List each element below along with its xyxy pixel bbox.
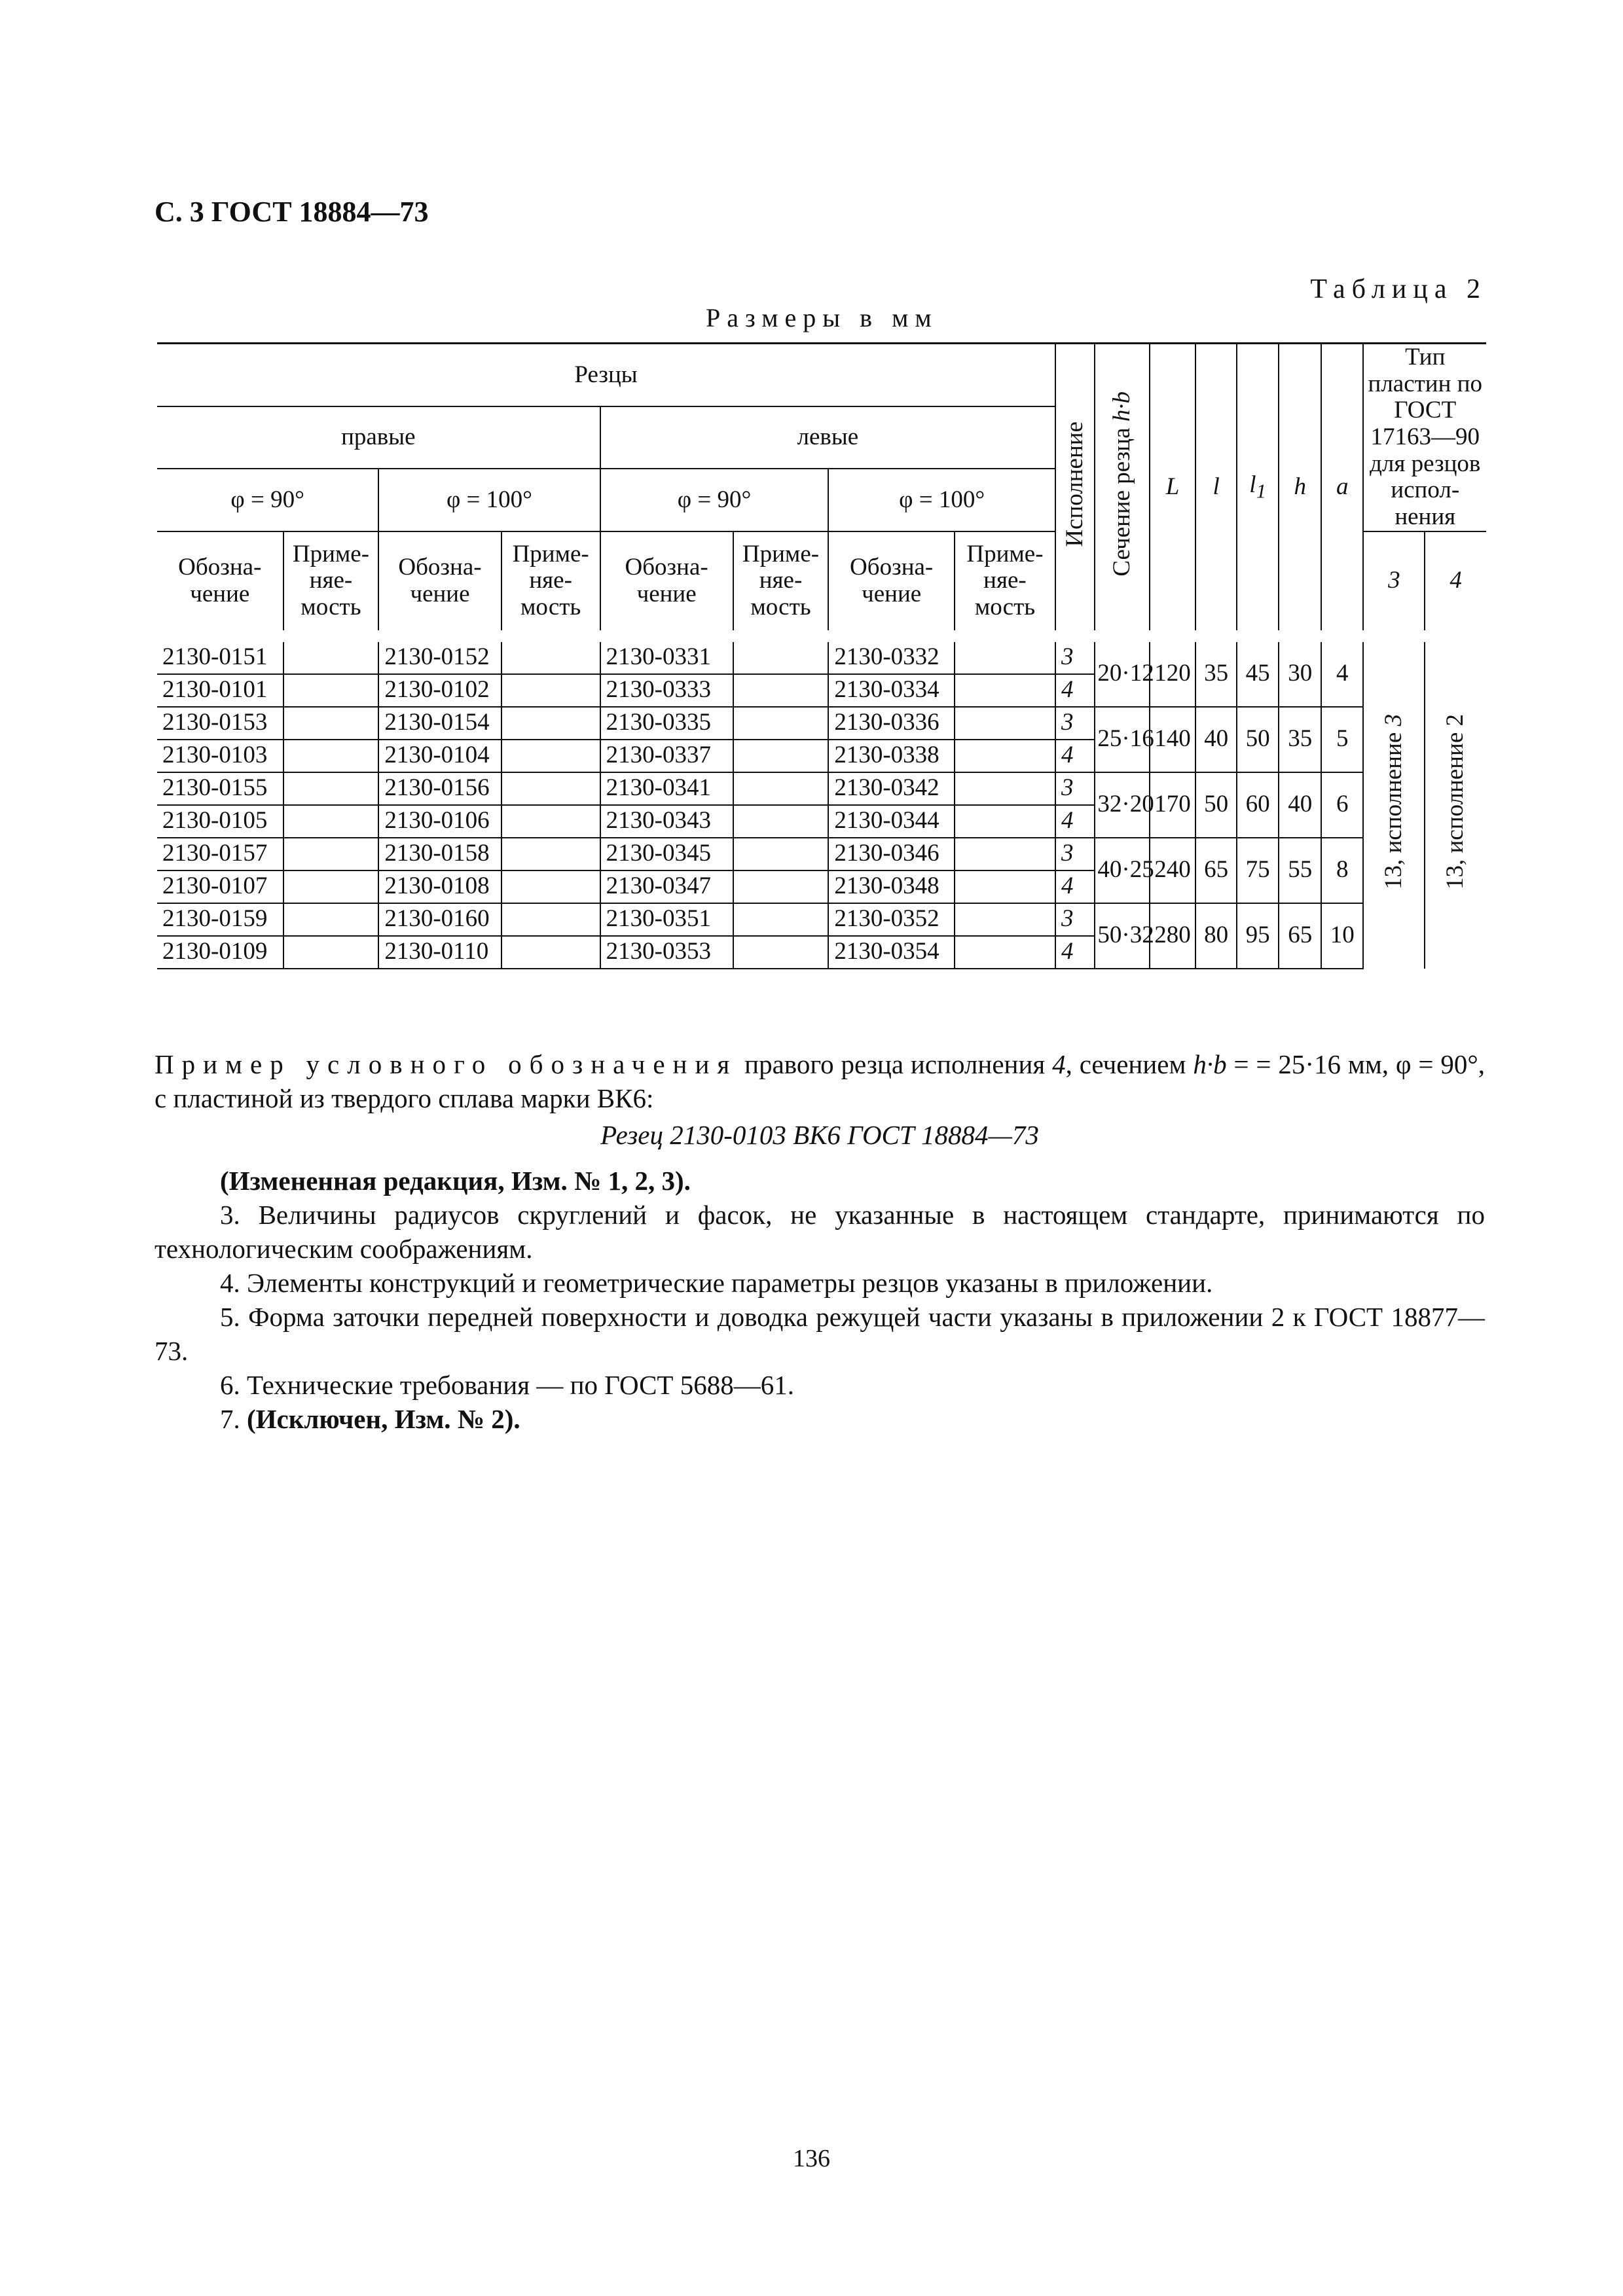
header-exec-3: 3 xyxy=(1363,531,1425,636)
header-designation: Обозна-чение xyxy=(378,531,501,636)
l-cell: 50 xyxy=(1195,772,1236,838)
left-phi100-designation: 2130-0346 xyxy=(828,838,955,870)
execution-cell: 4 xyxy=(1055,805,1095,838)
right-phi90-designation: 2130-0105 xyxy=(157,805,283,838)
l1-cell: 45 xyxy=(1237,636,1279,707)
section-cell: 32·20 xyxy=(1095,772,1149,838)
left-phi90-applicability xyxy=(733,772,829,805)
left-phi100-designation: 2130-0348 xyxy=(828,870,955,903)
l-cell: 40 xyxy=(1195,707,1236,772)
execution-cell: 3 xyxy=(1055,838,1095,870)
a-cell: 8 xyxy=(1321,838,1364,903)
execution-cell: 4 xyxy=(1055,740,1095,772)
right-phi90-designation: 2130-0103 xyxy=(157,740,283,772)
right-phi90-applicability xyxy=(283,903,379,936)
header-execution: Исполнение xyxy=(1055,344,1095,636)
note-7: 7. (Исключен, Изм. № 2). xyxy=(220,1404,520,1434)
a-cell: 6 xyxy=(1321,772,1364,838)
left-phi90-applicability xyxy=(733,707,829,740)
l1-cell: 95 xyxy=(1237,903,1279,969)
left-phi90-applicability xyxy=(733,903,829,936)
a-cell: 4 xyxy=(1321,636,1364,707)
l-cell: 65 xyxy=(1195,838,1236,903)
section-cell: 20·12 xyxy=(1095,636,1149,707)
header-cutters: Резцы xyxy=(157,344,1055,406)
l1-cell: 75 xyxy=(1237,838,1279,903)
plate-type-exec-4: 13, исполнение 2 xyxy=(1425,636,1486,969)
right-phi100-designation: 2130-0108 xyxy=(378,870,501,903)
left-phi100-designation: 2130-0342 xyxy=(828,772,955,805)
header-right-phi100: φ = 100° xyxy=(378,469,600,531)
right-phi90-applicability xyxy=(283,674,379,707)
header-designation: Обозна-чение xyxy=(828,531,955,636)
header-exec-4: 4 xyxy=(1425,531,1486,636)
note-5: 5. Форма заточки передней поверхности и доводка режущей части указаны в приложении 2 к ГОСТ 18877—73. xyxy=(155,1302,1485,1366)
left-phi100-applicability xyxy=(955,805,1055,838)
notes xyxy=(155,1164,1485,1436)
right-phi90-applicability xyxy=(283,636,379,674)
right-phi100-designation: 2130-0152 xyxy=(378,636,501,674)
a-cell: 5 xyxy=(1321,707,1364,772)
header-left: левые xyxy=(600,406,1055,469)
left-phi90-designation: 2130-0337 xyxy=(600,740,733,772)
header-left-phi90: φ = 90° xyxy=(600,469,829,531)
header-left-phi100: φ = 100° xyxy=(828,469,1055,531)
right-phi100-applicability xyxy=(501,870,600,903)
left-phi90-designation: 2130-0335 xyxy=(600,707,733,740)
right-phi100-designation: 2130-0158 xyxy=(378,838,501,870)
left-phi90-designation: 2130-0341 xyxy=(600,772,733,805)
right-phi90-designation: 2130-0101 xyxy=(157,674,283,707)
left-phi100-applicability xyxy=(955,674,1055,707)
section-cell: 40·25 xyxy=(1095,838,1149,903)
l-cell: 35 xyxy=(1195,636,1236,707)
a-cell: 10 xyxy=(1321,903,1364,969)
left-phi100-applicability xyxy=(955,903,1055,936)
header-applicability: Приме-няе-мость xyxy=(283,531,379,636)
right-phi90-applicability xyxy=(283,707,379,740)
left-phi100-designation: 2130-0338 xyxy=(828,740,955,772)
left-phi90-applicability xyxy=(733,870,829,903)
section-cell: 50·32 xyxy=(1095,903,1149,969)
left-phi90-applicability xyxy=(733,936,829,969)
right-phi90-applicability xyxy=(283,838,379,870)
execution-cell: 3 xyxy=(1055,707,1095,740)
left-phi90-designation: 2130-0345 xyxy=(600,838,733,870)
left-phi90-applicability xyxy=(733,805,829,838)
L-cell: 240 xyxy=(1150,838,1196,903)
right-phi100-designation: 2130-0106 xyxy=(378,805,501,838)
h-cell: 40 xyxy=(1279,772,1321,838)
table-body xyxy=(157,636,1486,969)
l-cell: 80 xyxy=(1195,903,1236,969)
right-phi100-designation: 2130-0156 xyxy=(378,772,501,805)
right-phi100-applicability xyxy=(501,838,600,870)
execution-cell: 3 xyxy=(1055,636,1095,674)
l1-cell: 50 xyxy=(1237,707,1279,772)
left-phi100-applicability xyxy=(955,838,1055,870)
L-cell: 120 xyxy=(1150,636,1196,707)
right-phi100-applicability xyxy=(501,636,600,674)
right-phi100-applicability xyxy=(501,805,600,838)
left-phi100-designation: 2130-0344 xyxy=(828,805,955,838)
left-phi100-designation: 2130-0332 xyxy=(828,636,955,674)
example-designation-line: Резец 2130-0103 ВК6 ГОСТ 18884—73 xyxy=(600,1120,1039,1150)
header-a: a xyxy=(1321,344,1364,636)
page-header: С. 3 ГОСТ 18884—73 xyxy=(155,196,429,228)
table-row xyxy=(157,636,1486,674)
header-applicability: Приме-няе-мость xyxy=(955,531,1055,636)
right-phi90-designation: 2130-0157 xyxy=(157,838,283,870)
right-phi100-applicability xyxy=(501,740,600,772)
h-cell: 35 xyxy=(1279,707,1321,772)
header-plate-type: Тип пластин по ГОСТ 17163—90 для резцов испол-нения xyxy=(1363,344,1486,531)
left-phi90-designation: 2130-0347 xyxy=(600,870,733,903)
header-applicability: Приме-няе-мость xyxy=(501,531,600,636)
header-L: L xyxy=(1150,344,1196,636)
left-phi100-designation: 2130-0352 xyxy=(828,903,955,936)
plate-type-exec-3: 13, исполнение 3 xyxy=(1363,636,1425,969)
note-edition: (Измененная редакция, Изм. № 1, 2, 3). xyxy=(220,1166,691,1196)
h-cell: 65 xyxy=(1279,903,1321,969)
left-phi90-designation: 2130-0353 xyxy=(600,936,733,969)
left-phi100-designation: 2130-0336 xyxy=(828,707,955,740)
right-phi100-applicability xyxy=(501,772,600,805)
right-phi100-applicability xyxy=(501,707,600,740)
L-cell: 140 xyxy=(1150,707,1196,772)
left-phi100-applicability xyxy=(955,936,1055,969)
right-phi100-applicability xyxy=(501,674,600,707)
right-phi100-applicability xyxy=(501,903,600,936)
right-phi90-designation: 2130-0153 xyxy=(157,707,283,740)
left-phi90-applicability xyxy=(733,674,829,707)
cutters-table xyxy=(157,342,1486,969)
header-l: l xyxy=(1195,344,1236,636)
l1-cell: 60 xyxy=(1237,772,1279,838)
table-row xyxy=(157,903,1486,936)
execution-cell: 4 xyxy=(1055,870,1095,903)
table-row xyxy=(157,838,1486,870)
right-phi100-designation: 2130-0160 xyxy=(378,903,501,936)
header-designation: Обозна-чение xyxy=(600,531,733,636)
table-row xyxy=(157,707,1486,740)
left-phi100-designation: 2130-0354 xyxy=(828,936,955,969)
header-section: Сечение резца h·b xyxy=(1095,344,1149,636)
example-heading: Пример условного обозначения xyxy=(155,1049,738,1079)
table-row xyxy=(157,772,1486,805)
left-phi100-applicability xyxy=(955,636,1055,674)
header-l1: $l_1$ xyxy=(1237,344,1279,636)
note-4: 4. Элементы конструкций и геометрические параметры резцов указаны в приложении. xyxy=(220,1268,1213,1298)
left-phi100-applicability xyxy=(955,772,1055,805)
header-designation: Обозна-чение xyxy=(157,531,283,636)
left-phi90-designation: 2130-0331 xyxy=(600,636,733,674)
execution-cell: 3 xyxy=(1055,772,1095,805)
right-phi90-designation: 2130-0155 xyxy=(157,772,283,805)
right-phi90-designation: 2130-0159 xyxy=(157,903,283,936)
right-phi100-designation: 2130-0154 xyxy=(378,707,501,740)
left-phi100-applicability xyxy=(955,707,1055,740)
header-right: правые xyxy=(157,406,600,469)
left-phi100-designation: 2130-0334 xyxy=(828,674,955,707)
left-phi90-applicability xyxy=(733,838,829,870)
designation-example: Пример условного обозначения правого резца исполнения 4, сечением h·b = = 25·16 мм, φ = 90°, с пластиной из твердого сплава марки ВК6: xyxy=(155,1049,1486,1113)
right-phi90-applicability xyxy=(283,936,379,969)
left-phi90-designation: 2130-0343 xyxy=(600,805,733,838)
right-phi90-applicability xyxy=(283,772,379,805)
header-h: h xyxy=(1279,344,1321,636)
header-applicability: Приме-няе-мость xyxy=(733,531,829,636)
right-phi90-designation: 2130-0109 xyxy=(157,936,283,969)
right-phi100-designation: 2130-0102 xyxy=(378,674,501,707)
note-3: 3. Величины радиусов скруглений и фасок, не указанные в настоящем стандарте, принимаются по технологическим соображениям. xyxy=(155,1200,1485,1264)
h-cell: 55 xyxy=(1279,838,1321,903)
units-label: Размеры в мм xyxy=(706,303,938,332)
left-phi90-designation: 2130-0351 xyxy=(600,903,733,936)
L-cell: 280 xyxy=(1150,903,1196,969)
left-phi90-applicability xyxy=(733,740,829,772)
right-phi100-applicability xyxy=(501,936,600,969)
right-phi90-applicability xyxy=(283,805,379,838)
table-label: Таблица 2 xyxy=(1310,274,1487,304)
right-phi100-designation: 2130-0104 xyxy=(378,740,501,772)
right-phi90-applicability xyxy=(283,740,379,772)
execution-cell: 4 xyxy=(1055,936,1095,969)
right-phi100-designation: 2130-0110 xyxy=(378,936,501,969)
page-number: 136 xyxy=(793,2145,830,2172)
note-6: 6. Технические требования — по ГОСТ 5688—61. xyxy=(220,1370,794,1400)
execution-cell: 4 xyxy=(1055,674,1095,707)
execution-cell: 3 xyxy=(1055,903,1095,936)
right-phi90-designation: 2130-0151 xyxy=(157,636,283,674)
right-phi90-designation: 2130-0107 xyxy=(157,870,283,903)
h-cell: 30 xyxy=(1279,636,1321,707)
left-phi100-applicability xyxy=(955,870,1055,903)
header-right-phi90: φ = 90° xyxy=(157,469,378,531)
left-phi100-applicability xyxy=(955,740,1055,772)
right-phi90-applicability xyxy=(283,870,379,903)
section-cell: 25·16 xyxy=(1095,707,1149,772)
left-phi90-applicability xyxy=(733,636,829,674)
L-cell: 170 xyxy=(1150,772,1196,838)
left-phi90-designation: 2130-0333 xyxy=(600,674,733,707)
